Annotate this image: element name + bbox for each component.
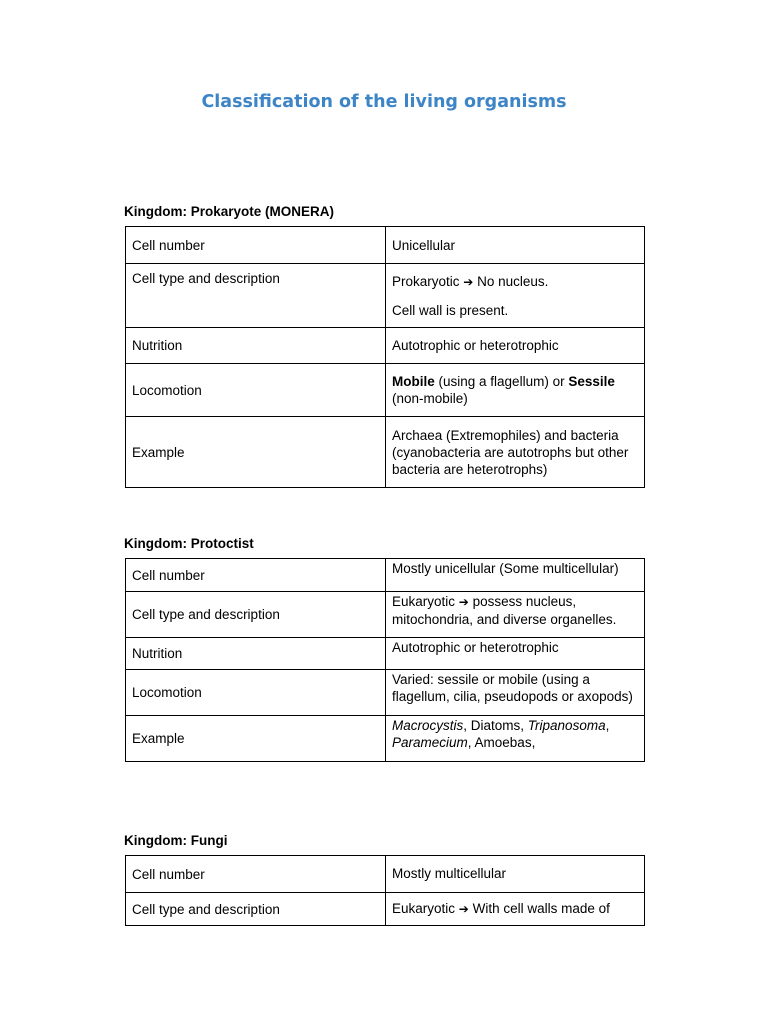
row-label: Locomotion bbox=[126, 670, 386, 716]
table-prokaryote bbox=[125, 226, 645, 488]
table-row bbox=[126, 592, 645, 638]
table-row bbox=[126, 670, 645, 716]
section-heading-prokaryote: Kingdom: Prokaryote (MONERA) bbox=[124, 204, 335, 219]
row-label: Cell type and description bbox=[126, 592, 386, 638]
table-row bbox=[126, 417, 645, 488]
bold-text: Sessile bbox=[568, 374, 615, 389]
table-row bbox=[126, 264, 645, 328]
table-row bbox=[126, 559, 645, 592]
arrow-right-icon: ➔ bbox=[463, 274, 474, 289]
section-heading-fungi: Kingdom: Fungi bbox=[124, 833, 228, 848]
cell-type-text: Cell wall is present. bbox=[392, 302, 509, 318]
row-label: Nutrition bbox=[126, 328, 386, 364]
row-value bbox=[386, 264, 645, 328]
arrow-right-icon: ➔ bbox=[458, 595, 469, 609]
row-value: Mostly multicellular bbox=[386, 856, 645, 893]
row-label: Cell type and description bbox=[126, 264, 386, 328]
row-label: Example bbox=[126, 417, 386, 488]
table-row bbox=[126, 328, 645, 364]
table-protoctist bbox=[125, 558, 645, 762]
row-value bbox=[386, 893, 645, 926]
row-value: Archaea (Extremophiles) and bacteria (cyanobacteria are autotrophs but other bacteria are heterotrophs) bbox=[386, 417, 645, 488]
table-row bbox=[126, 638, 645, 670]
cell-type-text: Prokaryotic bbox=[392, 273, 460, 289]
row-value: Autotrophic or heterotrophic bbox=[386, 638, 645, 670]
bold-text: Mobile bbox=[392, 374, 435, 389]
italic-text: Macrocystis bbox=[392, 718, 464, 733]
plain-text: (using a flagellum) or bbox=[438, 374, 565, 389]
table-fungi bbox=[125, 855, 645, 926]
cell-type-text: Eukaryotic bbox=[392, 901, 456, 916]
table-row bbox=[126, 364, 645, 417]
table-row bbox=[126, 227, 645, 264]
row-value: Mostly unicellular (Some multicellular) bbox=[386, 559, 645, 592]
plain-text: , bbox=[605, 718, 610, 733]
section-heading-protoctist: Kingdom: Protoctist bbox=[124, 536, 254, 551]
row-value bbox=[386, 364, 645, 417]
arrow-right-icon: ➔ bbox=[458, 902, 469, 916]
row-label: Nutrition bbox=[126, 638, 386, 670]
cell-type-text: With cell walls made of bbox=[472, 901, 610, 916]
row-label: Cell number bbox=[126, 559, 386, 592]
cell-type-text: No nucleus. bbox=[477, 273, 549, 289]
row-value: Varied: sessile or mobile (using a flagellum, cilia, pseudopods or axopods) bbox=[386, 670, 645, 716]
row-label: Cell number bbox=[126, 227, 386, 264]
table-row bbox=[126, 716, 645, 762]
cell-type-text: possess nucleus, mitochondria, and diverse organelles. bbox=[392, 594, 617, 627]
row-value: Unicellular bbox=[386, 227, 645, 264]
plain-text: (non-mobile) bbox=[392, 391, 468, 406]
italic-text: Paramecium bbox=[392, 735, 468, 750]
table-row bbox=[126, 856, 645, 893]
row-value: Autotrophic or heterotrophic bbox=[386, 328, 645, 364]
row-label: Example bbox=[126, 716, 386, 762]
row-value bbox=[386, 716, 645, 762]
row-value bbox=[386, 592, 645, 638]
italic-text: Tripanosoma bbox=[527, 718, 606, 733]
plain-text: , Diatoms, bbox=[463, 718, 525, 733]
row-label: Cell number bbox=[126, 856, 386, 893]
plain-text: , Amoebas, bbox=[467, 735, 536, 750]
row-label: Cell type and description bbox=[126, 893, 386, 926]
table-row bbox=[126, 893, 645, 926]
cell-type-text: Eukaryotic bbox=[392, 594, 456, 609]
row-label: Locomotion bbox=[126, 364, 386, 417]
page-title: Classification of the living organisms bbox=[201, 92, 567, 112]
